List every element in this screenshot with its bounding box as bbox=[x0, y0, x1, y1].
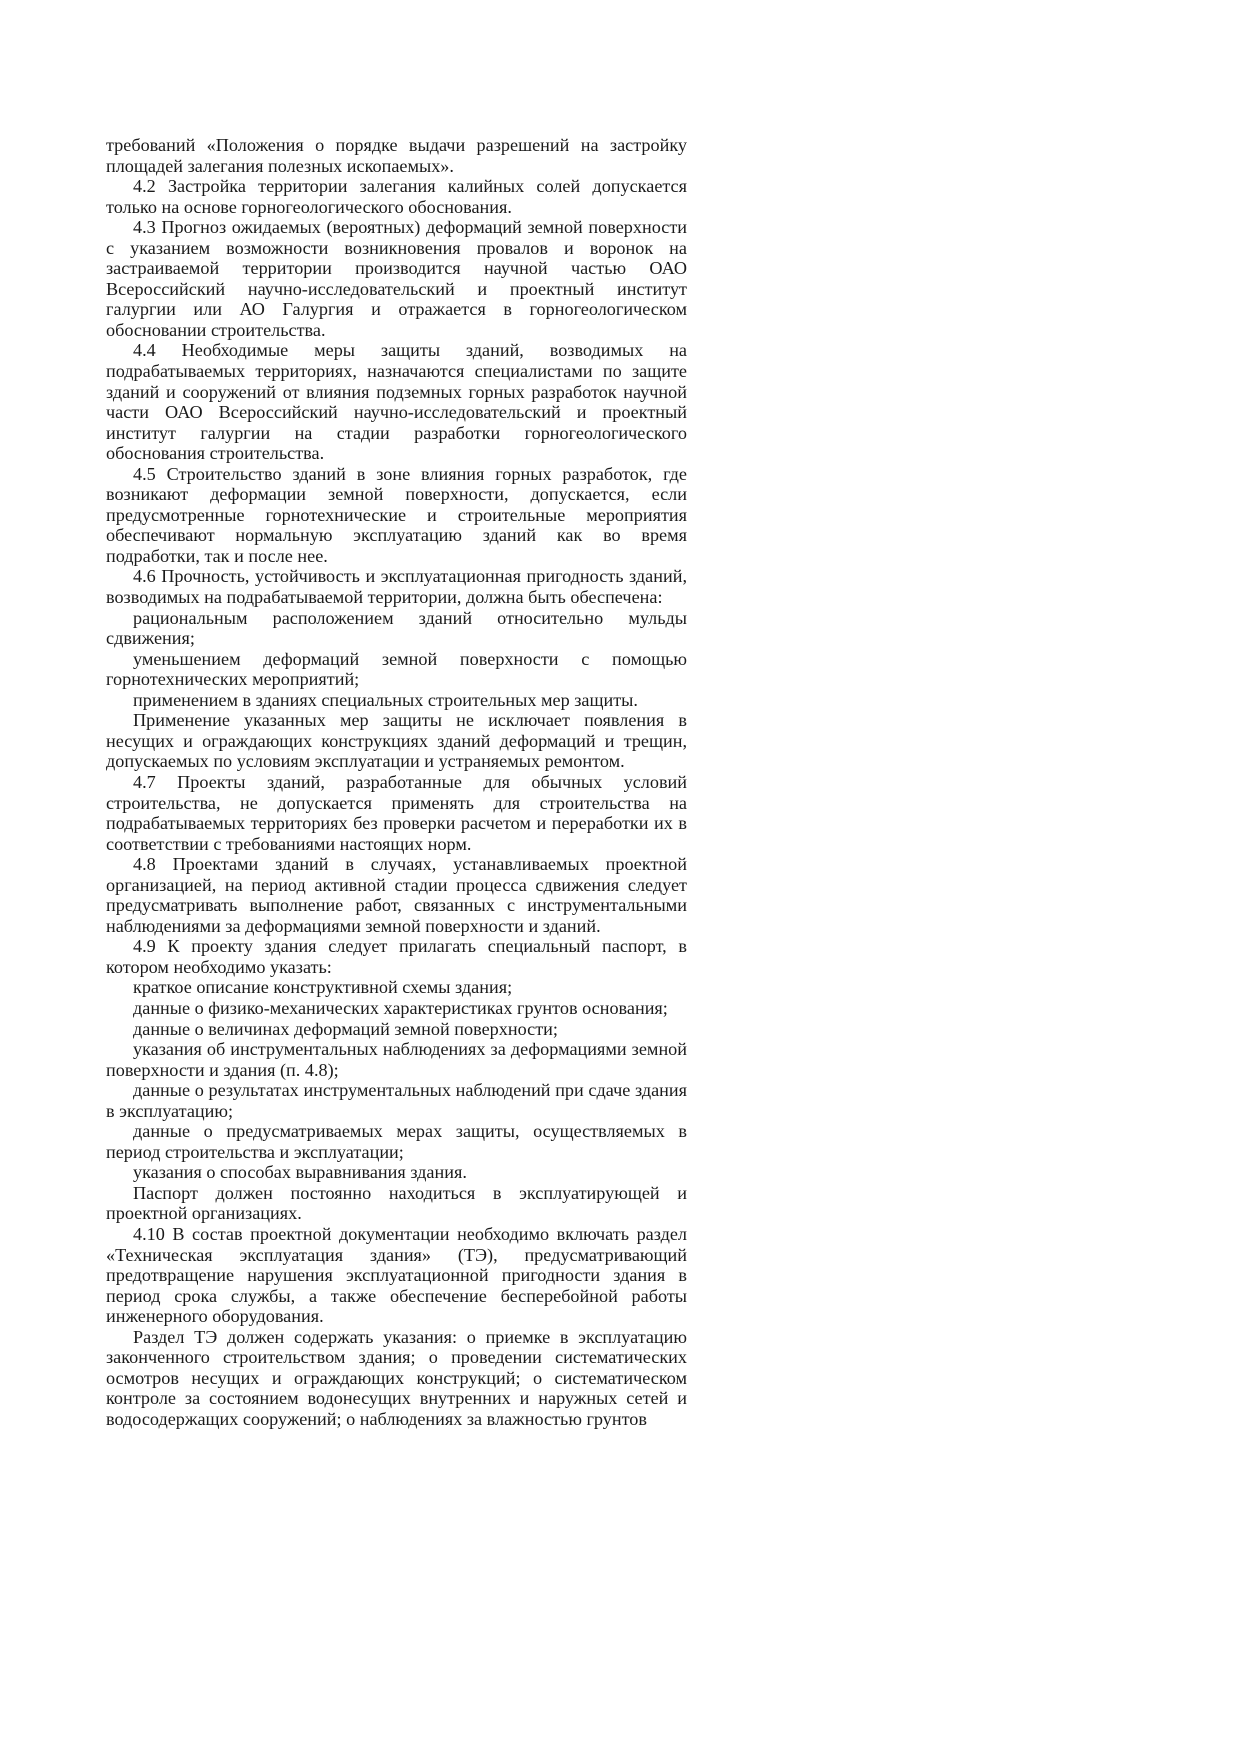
document-page bbox=[106, 135, 687, 1429]
paragraph-4-7: 4.7 Проекты зданий, разработанные для обычных условий строительства, не допускается применять для строительства на подрабатываемых территориях без проверки расчетом и переработки их в соответствии с требованиями настоящих норм. bbox=[106, 771, 687, 854]
paragraph-note: Применение указанных мер защиты не исключает появления в несущих и ограждающих конструкциях зданий деформаций и трещин, допускаемых по условиям эксплуатации и устраняемых ремонтом. bbox=[106, 710, 687, 772]
list-item: уменьшением деформаций земной поверхности с помощью горнотехнических мероприятий; bbox=[106, 648, 687, 690]
paragraph-passport: Паспорт должен постоянно находиться в эксплуатирующей и проектной организациях. bbox=[106, 1182, 687, 1224]
list-item: указания о способах выравнивания здания. bbox=[133, 1162, 467, 1183]
paragraph-te-section: Раздел ТЭ должен содержать указания: о приемке в эксплуатацию законченного строительством здания; о проведении систематических осмотров несущих и ограждающих конструкций; о систематическом контроле за состоянием водонесущих внутренних и наружных сетей и водосодержащих сооружений; о наблюдениях за влажностью грунтов bbox=[106, 1326, 687, 1429]
paragraph-4-5: 4.5 Строительство зданий в зоне влияния горных разработок, где возникают деформации земной поверхности, допускается, если предусмотренные горнотехнические и строительные мероприятия обеспечивают нормальную эксплуатацию зданий как во время подработки, так и после нее. bbox=[106, 463, 687, 566]
paragraph-4-9: 4.9 К проекту здания следует прилагать специальный паспорт, в котором необходимо указать: bbox=[106, 936, 687, 977]
list-item: краткое описание конструктивной схемы здания; bbox=[133, 977, 513, 998]
list-item: рациональным расположением зданий относительно мульды сдвижения; bbox=[106, 607, 687, 649]
list-item: данные о физико-механических характеристиках грунтов основания; bbox=[133, 997, 668, 1018]
paragraph-4-3: 4.3 Прогноз ожидаемых (вероятных) деформаций земной поверхности с указанием возможности возникновения провалов и воронок на застраиваемой территории производится научной частью ОАО Всероссийский научно-исследовательский и проектный институт галургии или АО Галургия и отражается в горногеологическом обосновании строительства. bbox=[106, 217, 687, 340]
list-item: данные о предусматриваемых мерах защиты, осуществляемых в период строительства и эксплуатации; bbox=[106, 1121, 687, 1162]
paragraph-4-4: 4.4 Необходимые меры защиты зданий, возводимых на подрабатываемых территориях, назначаются специалистами по защите зданий и сооружений от влияния подземных горных разработок научной части ОАО Всероссийский научно-исследовательский и проектный институт галургии на стадии разработки горногеологического обоснования строительства. bbox=[106, 340, 687, 464]
paragraph-continuation: требований «Положения о порядке выдачи разрешений на застройку площадей залегания полезных ископаемых». bbox=[106, 135, 687, 176]
list-item: применением в зданиях специальных строительных мер защиты. bbox=[133, 689, 638, 710]
list-item: данные о величинах деформаций земной поверхности; bbox=[133, 1018, 558, 1039]
list-item: указания об инструментальных наблюдениях за деформациями земной поверхности и здания (п. 4.8); bbox=[106, 1039, 687, 1080]
paragraph-4-10: 4.10 В состав проектной документации необходимо включать раздел «Техническая эксплуатация здания» (ТЭ), предусматривающий предотвращение нарушения эксплуатационной пригодности здания в период срока службы, а также обеспечение бесперебойной работы инженерного оборудования. bbox=[106, 1223, 687, 1327]
paragraph-4-8: 4.8 Проектами зданий в случаях, устанавливаемых проектной организацией, на период активной стадии процесса сдвижения следует предусматривать выполнение работ, связанных с инструментальными наблюдениями за деформациями земной поверхности и зданий. bbox=[106, 854, 687, 936]
list-item: данные о результатах инструментальных наблюдений при сдаче здания в эксплуатацию; bbox=[106, 1080, 687, 1121]
paragraph-4-6: 4.6 Прочность, устойчивость и эксплуатационная пригодность зданий, возводимых на подрабатываемой территории, должна быть обеспечена: bbox=[106, 566, 687, 608]
paragraph-4-2: 4.2 Застройка территории залегания калийных солей допускается только на основе горногеологического обоснования. bbox=[106, 176, 687, 217]
